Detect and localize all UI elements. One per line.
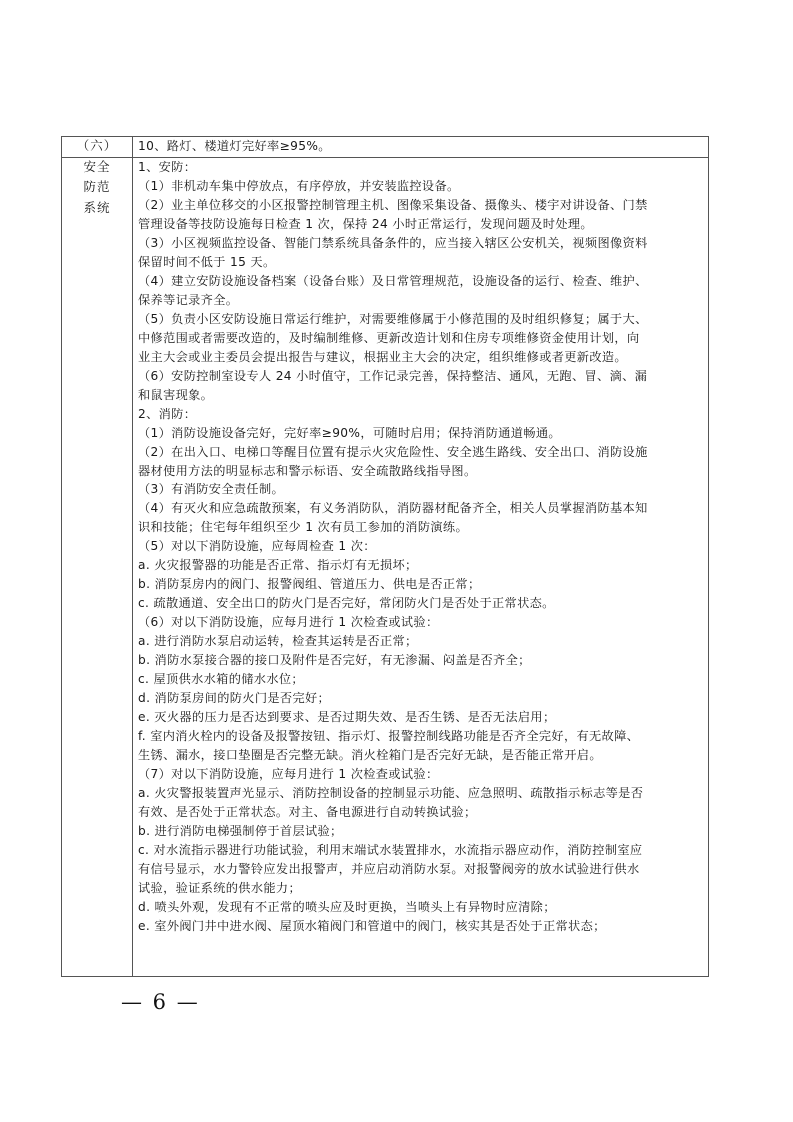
- row-content-cell: [133, 137, 709, 158]
- section-label: [62, 136, 132, 218]
- section-label-line: 安全: [83, 158, 111, 174]
- section-label-line: 系统: [83, 199, 111, 215]
- content-line: 业主大会或业主委员会提出报告与建议，根据业主大会的决定，组织维修或者更新改造。: [138, 349, 627, 364]
- content-line: （2）业主单位移交的小区报警控制管理主机、图像采集设备、摄像头、楼宇对讲设备、门禁: [138, 197, 648, 212]
- content-line: （4）有灭火和应急疏散预案，有义务消防队，消防器材配备齐全，相关人员掌握消防基本知: [138, 501, 648, 516]
- content-line: b. 消防泵房内的阀门、报警阀组、管道压力、供电是否正常；: [138, 577, 481, 592]
- table-row-previous: [62, 137, 709, 158]
- content-line: c. 对水流指示器进行功能试验，利用末端试水装置排水，水流指示器应动作，消防控制室应: [138, 842, 643, 857]
- content-line: （5）负责小区安防设施日常运行维护，对需要维修属于小修范围的及时组织修复；属于大、: [138, 311, 648, 326]
- content-line: a. 火灾警报装置声光显示、消防控制设备的控制显示功能、应急照明、疏散指示标志等是否: [138, 785, 644, 800]
- section-label-line: 防范: [83, 179, 111, 194]
- content-line: 试验，验证系统的供水能力；: [138, 880, 301, 895]
- table-row-security-system: [62, 158, 709, 977]
- content-line: b. 消防水泵接合器的接口及附件是否完好，有无渗漏、闷盖是否齐全；: [138, 653, 531, 668]
- content-line: c. 屋顶供水水箱的储水水位；: [138, 672, 304, 687]
- content-line: 识和技能；住宅每年组织至少 1 次有员工参加的消防演练。: [138, 520, 468, 535]
- content-line: d. 喷头外观，发现有不正常的喷头应及时更换，当喷头上有异物时应清除；: [138, 899, 556, 914]
- content-line: （6）安防控制室设专人 24 小时值守，工作记录完善，保持整洁、通风，无跑、冒、滴、漏: [138, 368, 648, 383]
- content-line: 器材使用方法的明显标志和警示标语、安全疏散路线指导图。: [138, 463, 477, 478]
- content-line: b. 进行消防电梯强制停于首层试验；: [138, 823, 343, 838]
- content-line: 和鼠害现象。: [138, 387, 214, 402]
- heading-security: 1、安防：: [138, 160, 197, 174]
- content-line: （7）对以下消防设施，应每月进行 1 次检查或试验：: [138, 767, 439, 781]
- content-line: a. 进行消防水泵启动运转，检查其运转是否正常；: [138, 634, 418, 649]
- content-line: 保养等记录齐全。: [138, 292, 239, 307]
- content-line: （5）对以下消防设施，应每周检查 1 次：: [138, 539, 376, 554]
- heading-fire-protection: 2、消防：: [138, 406, 197, 421]
- content-line: （4）建立安防设施设备档案（设备台账）及日常管理规范，设施设备的运行、检查、维护、: [138, 273, 648, 288]
- content-line: 有效、是否处于正常状态。对主、备电源进行自动转换试验；: [138, 804, 477, 819]
- content-line: （1）消防设施设备完好，完好率≥90%，可随时启用；保持消防通道畅通。: [138, 425, 561, 440]
- content-line: c. 疏散通道、安全出口的防火门是否完好，常闭防火门是否处于正常状态。: [138, 596, 555, 611]
- section-label-cell: [62, 138, 133, 977]
- content-line: e. 灭火器的压力是否达到要求、是否过期失效、是否生锈、是否无法启用；: [138, 710, 556, 725]
- content-line: 管理设备等技防设施每日检查 1 次，保持 24 小时正常运行，发现问题及时处理。: [138, 216, 593, 231]
- content-line: 中修范围或者需要改造的，及时编制维修、更新改造计划和住房专项维修资金使用计划，向: [138, 330, 640, 345]
- content-line: 10、路灯、楼道灯完好率≥95%。: [138, 139, 331, 153]
- content-line: d. 消防泵房间的防火门是否完好；: [138, 691, 331, 706]
- section-label-line: （六）: [76, 138, 118, 153]
- content-line: 保留时间不低于 15 天。: [138, 254, 276, 269]
- content-line: f. 室内消火栓内的设备及报警按钮、指示灯、报警控制线路功能是否齐全完好，有无故障、: [138, 729, 640, 744]
- content-line: a. 火灾报警器的功能是否正常、指示灯有无损坏；: [138, 558, 418, 573]
- content-line: 有信号显示，水力警铃应发出报警声，并应启动消防水泵。对报警阀旁的放水试验进行供水: [138, 861, 640, 876]
- page-number: — 6 —: [121, 990, 200, 1014]
- content-line: （3）小区视频监控设备、智能门禁系统具备条件的，应当接入辖区公安机关，视频图像资料: [138, 235, 648, 250]
- content-line: （2）在出入口、电梯口等醒目位置有提示火灾危险性、安全逃生路线、安全出口、消防设施: [138, 444, 648, 459]
- content-line: （3）有消防安全责任制。: [138, 482, 285, 497]
- content-line: 生锈、漏水，接口垫圈是否完整无缺。消火栓箱门是否完好无缺，是否能正常开启。: [138, 748, 602, 763]
- section-content-cell: [133, 158, 709, 977]
- spec-table: [61, 136, 709, 977]
- content-line: （6）对以下消防设施，应每月进行 1 次检查或试验：: [138, 615, 439, 630]
- content-line: e. 室外阀门井中进水阀、屋顶水箱阀门和管道中的阀门，核实其是否处于正常状态；: [138, 918, 606, 933]
- content-line: （1）非机动车集中停放点，有序停放，并安装监控设备。: [138, 178, 460, 193]
